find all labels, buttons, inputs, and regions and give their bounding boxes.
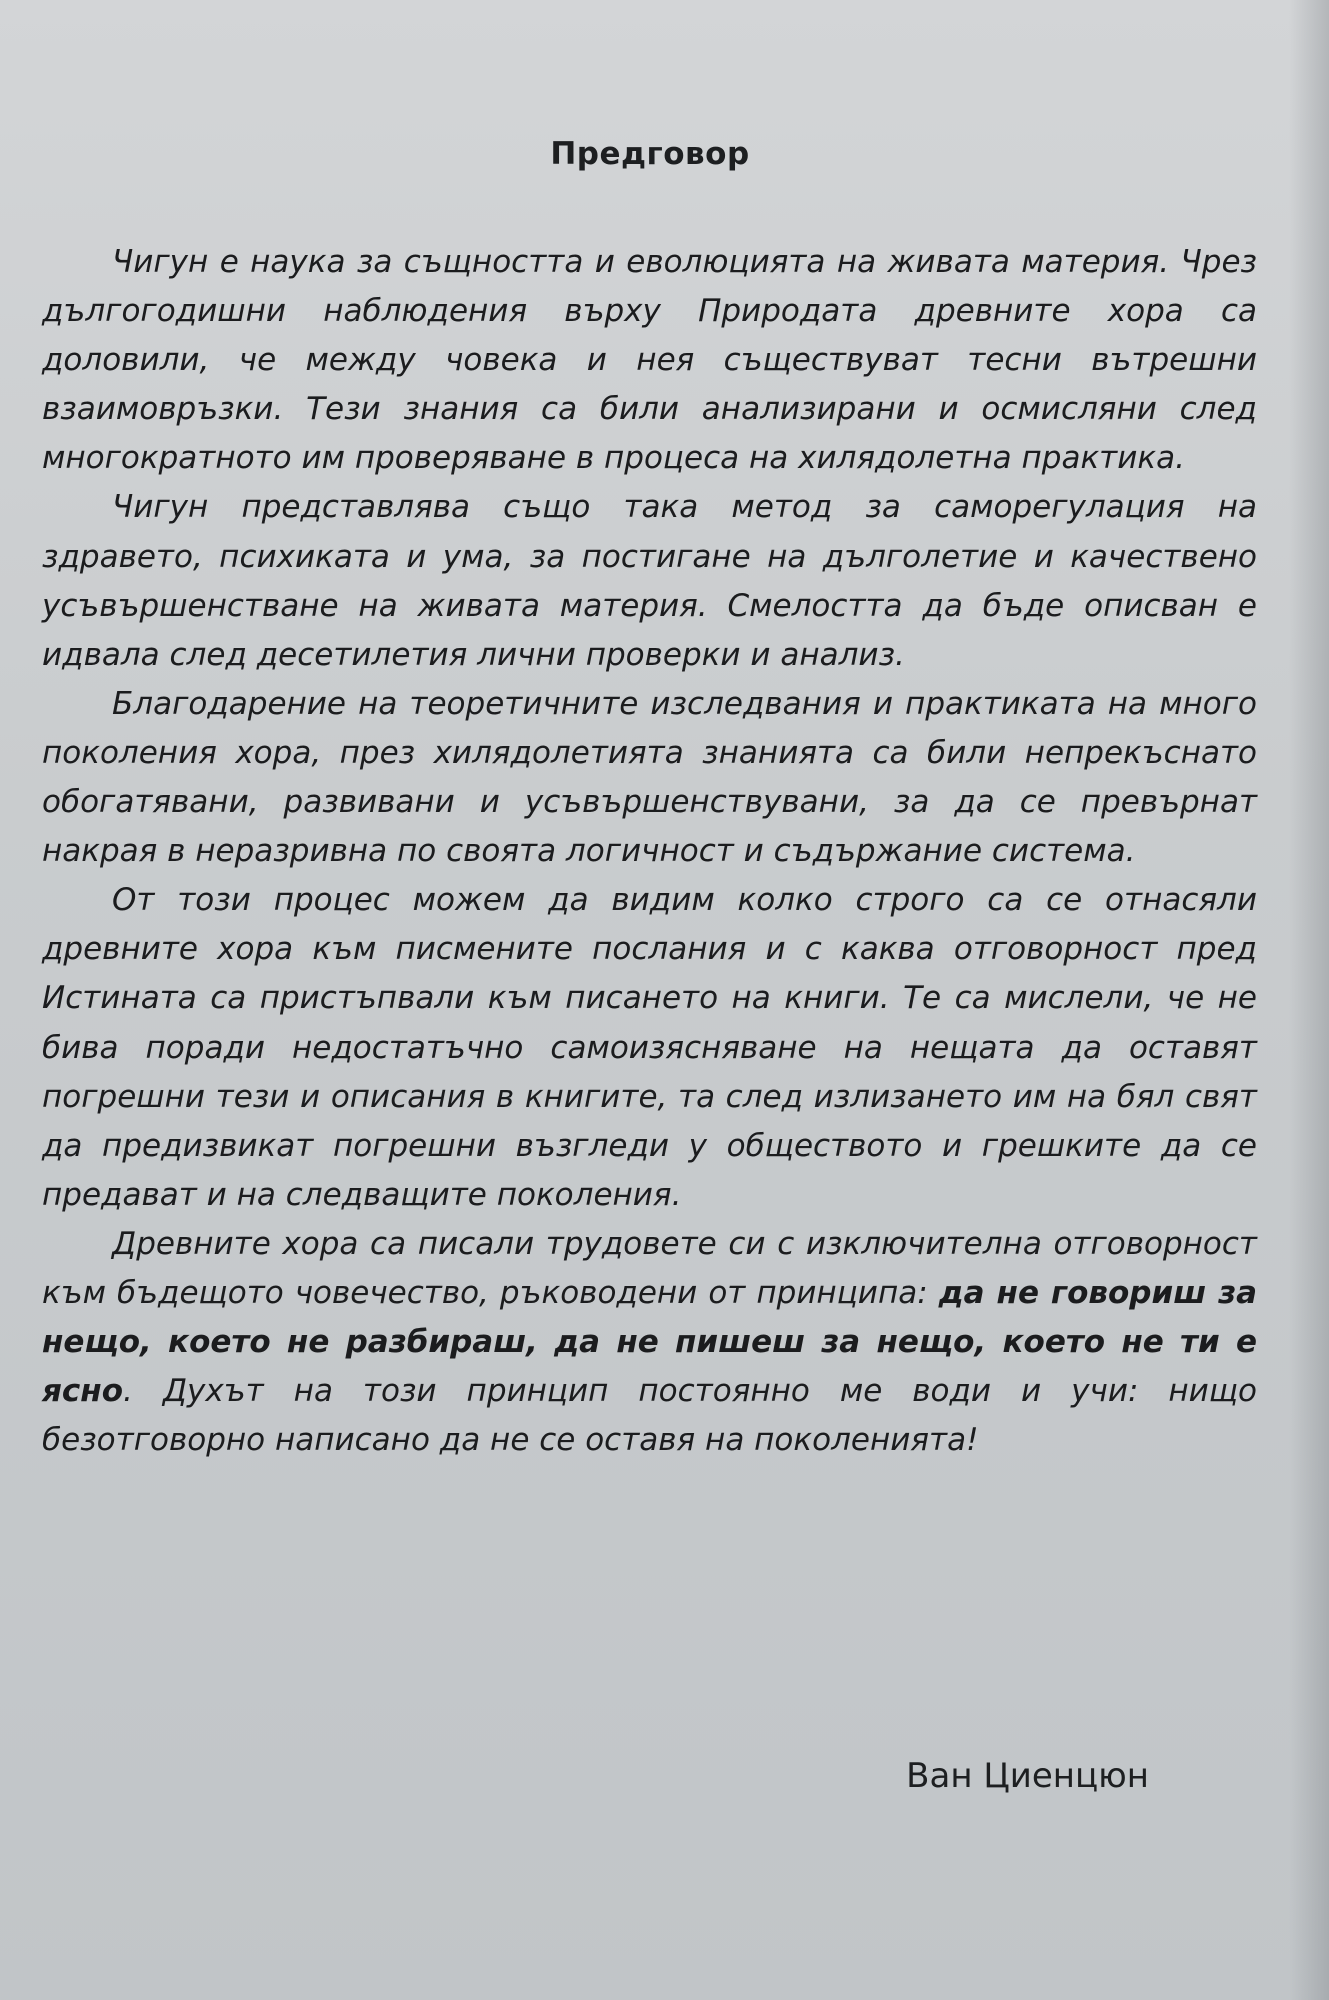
paragraph-5-conclusion: . Духът на този принцип постоянно ме води и учи: нищо безотговорно написано да не се оставя на поколенията! xyxy=(42,1373,1257,1459)
paragraph-4: От този процес можем да видим колко строго са се отнасяли древните хора към писмените послания и с каква отговорност пред Истината са пристъпвали към писането на книги. Те са мислели, че не бива поради недостатъчно самоизясняване на нещата да оставят погрешни тези и описания в книгите, та след излизането им на бял свят да предизвикат погрешни възгледи у обществото и грешките да се предават и на следващите поколения. xyxy=(42,882,1257,1213)
preface-body xyxy=(42,238,1257,1465)
paragraph-2: Чигун представлява също така метод за саморегулация на здравето, психиката и ума, за постигане на дълголетие и качествено усъвършенстване на живата материя. Смелостта да бъде описван е идвала след десетилетия лични проверки и анализ. xyxy=(42,489,1257,673)
page-title: Предговор xyxy=(550,136,750,172)
page-edge-shadow xyxy=(1289,0,1329,2000)
paragraph-3: Благодарение на теоретичните изследвания и практиката на много поколения хора, през хилядолетията знанията са били непрекъснато обогатявани, развивани и усъвършенствувани, за да се превърнат накрая в неразривна по своята логичност и съдържание система. xyxy=(42,685,1257,870)
paragraph-5 xyxy=(42,1220,1257,1465)
paragraph-5-intro: Древните хора са писали трудовете си с изключителна отговорност към бъдещото човечество, ръководени от принципа: xyxy=(42,1225,1257,1311)
paragraph-1: Чигун е наука за същността и еволюцията на живата материя. Чрез дългогодишни наблюдения върху Природата древните хора са доловили, че между човека и нея съществуват тесни вътрешни взаимовръзки. Тези знания са били анализирани и осмисляни след многократното им проверяване в процеса на хилядолетна практика. xyxy=(42,244,1257,477)
author-signature: Ван Циенцюн xyxy=(906,1756,1149,1796)
principle-quote: да не говориш за нещо, което не разбираш, да не пишеш за нещо, което не ти е ясно xyxy=(42,1274,1257,1410)
